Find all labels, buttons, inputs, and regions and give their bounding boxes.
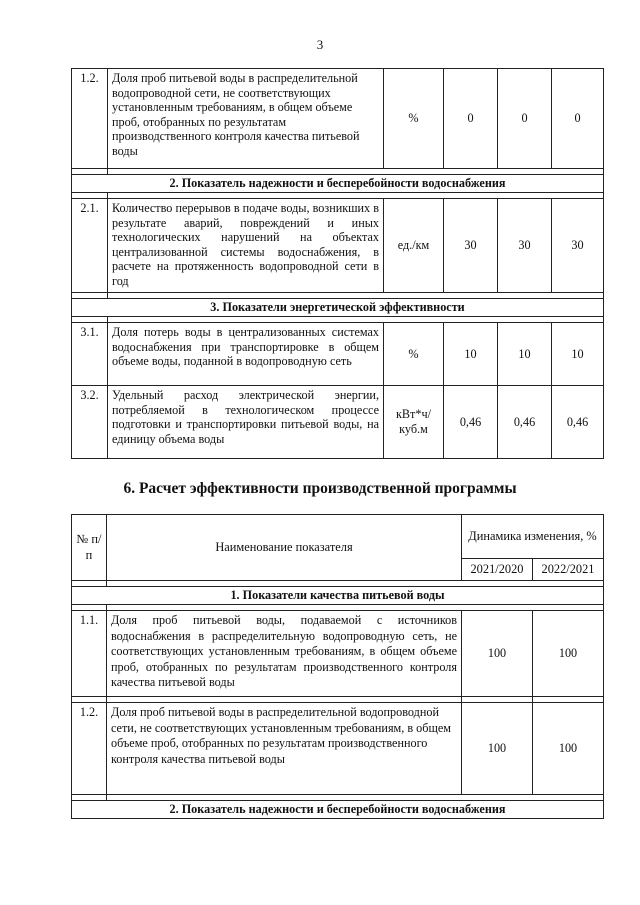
unit-cell: ед./км [384, 199, 444, 293]
value-cell: 10 [552, 323, 604, 386]
value-cell: 0 [552, 69, 604, 169]
indicator-name: Доля потерь воды в централизованных системах водоснабжения при транспортировке в общем объеме воды, поданной в водопроводную сеть [108, 323, 384, 386]
row-number: 3.2. [72, 386, 108, 459]
section-row [72, 587, 604, 605]
section-title: 1. Показатели качества питьевой воды [72, 587, 604, 605]
indicator-name: Доля проб питьевой воды в распределительной водопроводной сети, не соответствующих установленным требованиям, в общем объеме проб, отобранных по результатам производственного контроля качества питьевой воды [108, 69, 384, 169]
table-row [72, 69, 604, 169]
column-header-period: 2022/2021 [533, 559, 604, 581]
row-number: 1.2. [72, 69, 108, 169]
value-cell: 100 [462, 611, 533, 697]
value-cell: 100 [462, 703, 533, 795]
indicators-table [71, 68, 604, 459]
indicator-name: Количество перерывов в подаче воды, возникших в результате аварий, повреждений и иных технологических нарушений на объектах централизованной системы водоснабжения, в расчете на протяженность водопроводной сети в год [108, 199, 384, 293]
value-cell: 10 [498, 323, 552, 386]
row-number: 3.1. [72, 323, 108, 386]
value-cell: 0,46 [552, 386, 604, 459]
row-number: 1.2. [72, 703, 107, 795]
efficiency-table [71, 514, 604, 819]
value-cell: 0 [444, 69, 498, 169]
unit-cell: кВт*ч/ куб.м [384, 386, 444, 459]
value-cell: 30 [552, 199, 604, 293]
page-number: 3 [316, 37, 324, 52]
column-header-number: № п/п [72, 515, 107, 581]
unit-cell: % [384, 69, 444, 169]
column-header-dynamics: Динамика изменения, % [462, 515, 604, 559]
table-row [72, 703, 604, 795]
unit-cell: % [384, 323, 444, 386]
section-title: 2. Показатель надежности и бесперебойности водоснабжения [72, 801, 604, 819]
indicator-name: Доля проб питьевой воды, подаваемой с источников водоснабжения в распределительную водопроводную сеть, не соответствующих установленным требованиям, в общем объеме проб, отобранных по результатам производственного контроля качества питьевой воды [107, 611, 462, 697]
table-row [72, 323, 604, 386]
row-number: 2.1. [72, 199, 108, 293]
row-number: 1.1. [72, 611, 107, 697]
value-cell: 100 [533, 703, 604, 795]
indicator-name: Удельный расход электрической энергии, потребляемой в технологическом процессе подготовки и транспортировки питьевой воды, на единицу объема воды [108, 386, 384, 459]
table-row [72, 611, 604, 697]
section-row [72, 299, 604, 317]
value-cell: 0,46 [444, 386, 498, 459]
header-row [72, 515, 604, 559]
section-row [72, 175, 604, 193]
value-cell: 30 [498, 199, 552, 293]
section-title: 2. Показатель надежности и бесперебойности водоснабжения [72, 175, 604, 193]
value-cell: 100 [533, 611, 604, 697]
table-row [72, 199, 604, 293]
indicator-name: Доля проб питьевой воды в распределительной водопроводной сети, не соответствующих установленным требованиям, в общем объеме проб, отобранных по результатам производственного контроля качества питьевой воды [107, 703, 462, 795]
section-row [72, 801, 604, 819]
table-row [72, 386, 604, 459]
value-cell: 0,46 [498, 386, 552, 459]
column-header-name: Наименование показателя [107, 515, 462, 581]
value-cell: 0 [498, 69, 552, 169]
value-cell: 30 [444, 199, 498, 293]
section-title: 3. Показатели энергетической эффективности [72, 299, 604, 317]
value-cell: 10 [444, 323, 498, 386]
column-header-period: 2021/2020 [462, 559, 533, 581]
section-heading: 6. Расчет эффективности производственной программы [123, 480, 517, 497]
